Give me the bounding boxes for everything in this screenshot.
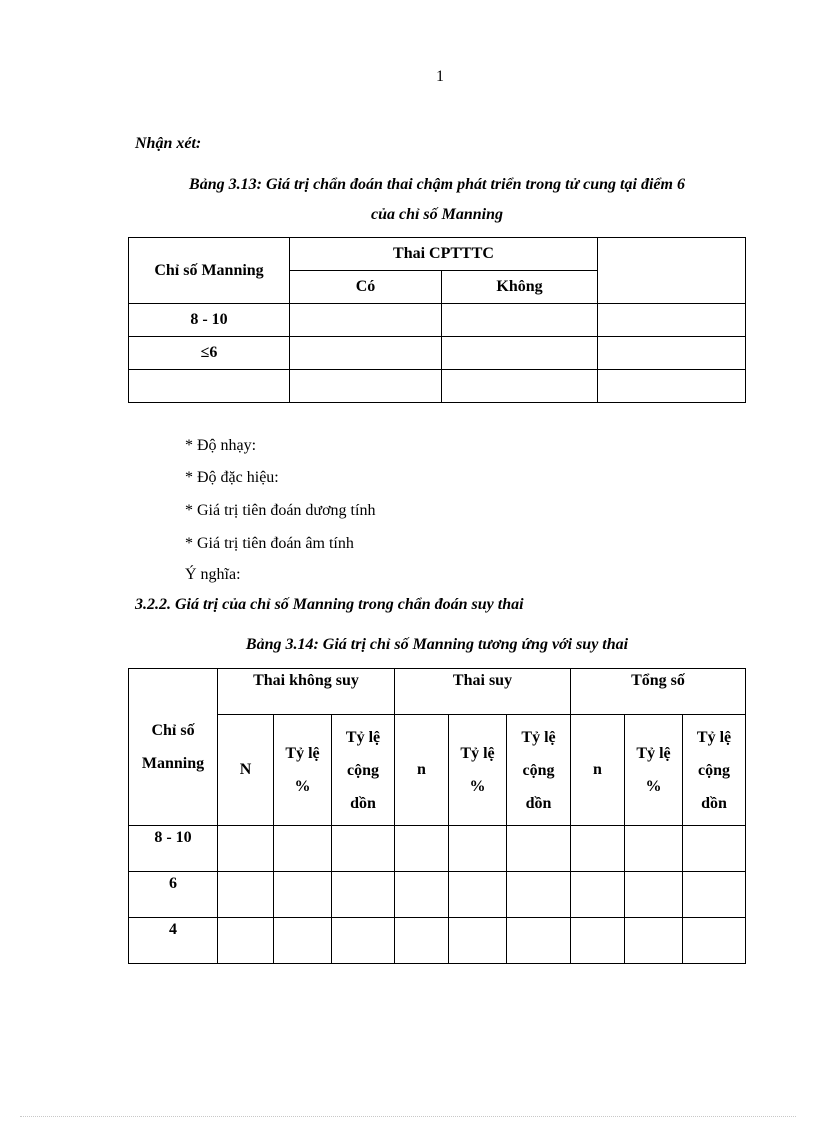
table-cell (274, 918, 332, 964)
cum-line2: cộng (347, 761, 379, 779)
table-cell (442, 337, 598, 370)
table1-header-group: Thai CPTTTC (290, 238, 598, 271)
table-cell (625, 872, 683, 918)
table2-sub-n: n (395, 715, 449, 826)
table-row (129, 826, 746, 872)
table-row (129, 304, 746, 337)
table-cell (449, 826, 507, 872)
table2-sub-n: n (571, 715, 625, 826)
cum-line3: dồn (701, 794, 727, 812)
bullet-ppv: * Giá trị tiên đoán dương tính (185, 502, 376, 519)
page-number: 1 (436, 68, 444, 85)
table-cell (395, 918, 449, 964)
bullet-sensitivity: * Độ nhạy: (185, 437, 257, 454)
table1-row-label (129, 370, 290, 403)
table2-sub-cum (332, 715, 395, 826)
table2-caption: Bảng 3.14: Giá trị chỉ số Manning tương ứng với suy thai (245, 636, 629, 653)
cum-line1: Tỷ lệ (696, 728, 732, 746)
cum-line3: dồn (350, 794, 376, 812)
table-cell (218, 918, 274, 964)
table2-row-label: 4 (129, 918, 218, 964)
table-cell (290, 370, 442, 403)
table2-sub-rate (625, 715, 683, 826)
table-cell (442, 370, 598, 403)
table-row (129, 370, 746, 403)
table-cell (449, 872, 507, 918)
table-cell (395, 826, 449, 872)
table2-header-index-line2: Manning (141, 755, 205, 772)
table-row (129, 337, 746, 370)
table2-group-total: Tổng số (571, 669, 746, 715)
table2-sub-n: N (218, 715, 274, 826)
table-cell (218, 826, 274, 872)
bullet-npv: * Giá trị tiên đoán âm tính (185, 535, 354, 552)
table2-header-index (129, 669, 218, 826)
rate-line1: Tỷ lệ (285, 745, 320, 762)
table-cell (507, 872, 571, 918)
table1-row-label: ≤6 (129, 337, 290, 370)
cum-line3: dồn (525, 794, 552, 812)
table-cell (625, 826, 683, 872)
table-manning-cptttc (128, 237, 746, 403)
table-cell (290, 337, 442, 370)
table2-row-label: 8 - 10 (129, 826, 218, 872)
table-cell (571, 918, 625, 964)
table-cell (571, 826, 625, 872)
table1-header-index: Chỉ số Manning (129, 238, 290, 304)
table-row (129, 918, 746, 964)
table2-sub-rate (274, 715, 332, 826)
table-cell (442, 304, 598, 337)
table-cell (571, 872, 625, 918)
table-cell (598, 370, 746, 403)
table2-row-label: 6 (129, 872, 218, 918)
table1-header-no: Không (442, 271, 598, 304)
cum-line2: cộng (698, 761, 730, 779)
table-cell (683, 872, 746, 918)
table-cell (683, 918, 746, 964)
page-bottom-divider (20, 1116, 796, 1117)
table-cell (290, 304, 442, 337)
table-cell (683, 826, 746, 872)
rate-line2: % (469, 778, 486, 795)
table1-header-blank (598, 238, 746, 304)
rate-line2: % (294, 778, 311, 795)
table1-header-yes: Có (290, 271, 442, 304)
bullet-specificity: * Độ đặc hiệu: (185, 469, 279, 486)
table2-group-distress: Thai suy (395, 669, 571, 715)
table2-sub-cum (683, 715, 746, 826)
table2-sub-rate (449, 715, 507, 826)
table-cell (395, 872, 449, 918)
table-cell (332, 872, 395, 918)
table-cell (598, 337, 746, 370)
table-cell (507, 918, 571, 964)
table1-row-label: 8 - 10 (129, 304, 290, 337)
remark-heading: Nhận xét: (135, 135, 202, 152)
table-cell (332, 826, 395, 872)
table-cell (332, 918, 395, 964)
table-cell (625, 918, 683, 964)
rate-line1: Tỷ lệ (460, 745, 495, 762)
cum-line1: Tỷ lệ (521, 728, 556, 746)
meaning-label: Ý nghĩa: (185, 566, 241, 583)
section-heading: 3.2.2. Giá trị của chỉ số Manning trong chẩn đoán suy thai (135, 596, 524, 613)
table2-sub-cum (507, 715, 571, 826)
table1-caption-line1: Bảng 3.13: Giá trị chẩn đoán thai chậm phát triển trong tử cung tại điểm 6 (189, 176, 685, 193)
table1-caption-line2: của chỉ số Manning (370, 206, 504, 223)
table-cell (274, 872, 332, 918)
table2-header-index-line1: Chỉ số (151, 722, 195, 739)
table-cell (449, 918, 507, 964)
table-cell (598, 304, 746, 337)
cum-line2: cộng (522, 761, 555, 779)
rate-line2: % (645, 778, 662, 795)
table2-group-no-distress: Thai không suy (218, 669, 395, 715)
cum-line1: Tỷ lệ (345, 728, 381, 746)
table-manning-fetal-distress (128, 668, 746, 964)
table-cell (218, 872, 274, 918)
rate-line1: Tỷ lệ (636, 745, 671, 762)
table-cell (274, 826, 332, 872)
table-cell (507, 826, 571, 872)
table-row (129, 872, 746, 918)
